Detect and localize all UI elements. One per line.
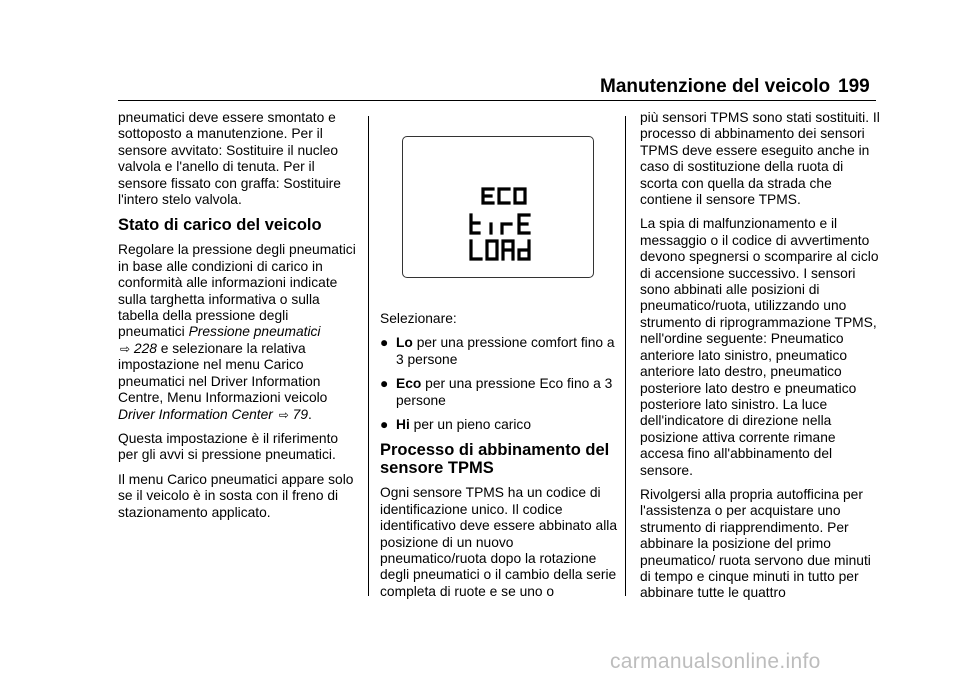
- paragraph: Rivolgersi alla propria autofficina per l'assistenza o per acquistare uno strumento di riapprendimento. Per abbinare la posizione del primo pneumatico/ ruota servono due minuti di tempo e cinque minuti in tutto per abbinare tutte le quattro: [640, 486, 871, 601]
- column-1: [118, 110, 358, 529]
- bullet-icon: ●: [380, 417, 389, 433]
- reference-arrow-icon: ⇨: [278, 407, 289, 422]
- reference-page-79[interactable]: 79: [292, 406, 308, 422]
- cross-reference-dic[interactable]: Driver Information Center: [118, 406, 273, 422]
- paragraph: La spia di malfunzionamento e il messaggio o il codice di avvertimento devono spegnersi o scomparire al ciclo di accensione successivo. I sensori sono abbinati alle posizioni di pneumatico/ruota, utilizzando uno strumento di riprogrammazione TPMS, nell'ordine seguente: Pneumatico anteriore lato sinistro, pneumatico anteriore lato destro, pneumatico posteriore lato destro e pneumatico posteriore lato sinistro. La luce dell'indicatore di direzione nella posizione attiva corrente rimane accesa fino all'abbinamento del sensore.: [640, 216, 879, 478]
- cross-reference-pressione[interactable]: Pressione pneumatici: [188, 324, 321, 340]
- option-description: per una pressione Eco fino a 3 persone: [396, 376, 613, 408]
- reference-page-228[interactable]: 228: [133, 340, 157, 356]
- heading-tpms-matching: Processo di abbinamento del sensore TPMS: [380, 441, 610, 478]
- paragraph: più sensori TPMS sono stati sostituiti. Il processo di abbinamento dei sensori TPMS deve essere eseguito anche in caso di sostituzione della ruota di scorta con quella da strada che contiene il sensore TPMS.: [640, 110, 880, 208]
- page-number: 199: [838, 76, 870, 97]
- list-item: [380, 376, 618, 409]
- list-item: [380, 335, 618, 368]
- display-line-load: [471, 241, 529, 259]
- option-term: Eco: [396, 376, 422, 392]
- paragraph: Il menu Carico pneumatici appare solo se il veicolo è in sosta con il freno di stazionamento applicato.: [118, 471, 354, 520]
- option-term: Lo: [396, 335, 413, 351]
- option-description: per un pieno carico: [413, 417, 532, 433]
- tire-load-display-illustration: [402, 136, 594, 278]
- bullet-icon: ●: [380, 376, 389, 392]
- option-term: Hi: [396, 417, 410, 433]
- paragraph: pneumatici deve essere smontato e sottoposto a manutenzione. Per il sensore avvitato: Sostituire il nucleo valvola e l'anello di tenuta. Per il sensore fissato con graffa: Sostituire l'intero stelo valvola.: [118, 110, 341, 208]
- section-title: Manutenzione del veicolo: [600, 76, 831, 97]
- text: e selezionare la relativa impostazione nel menu Carico pneumatici nel Driver Information Centre, Menu Informazioni veicolo: [118, 340, 328, 406]
- paragraph: Regolare la pressione degli pneumatici in base alle condizioni di carico in conformità alle informazioni indicate sulla targhetta informativa o sulla tabella della pressione degli pneumatici Pressione pneumatici ⇨ 228 e selezionare la relativa impostazione nel menu Carico pneumatici nel Driver Information Centre, Menu Informazioni veicolo Driver Information Center ⇨ 79.: [118, 242, 356, 422]
- select-label: Selezionare:: [380, 311, 457, 326]
- paragraph: Ogni sensore TPMS ha un codice di identificazione unico. Il codice identificativo deve essere abbinato alla posizione di un nuovo pneumatico/ruota dopo la rotazione degli pneumatici o il cambio della serie completa di ruote e se uno o: [380, 485, 617, 599]
- reference-arrow-icon: ⇨: [120, 341, 131, 356]
- display-line-tire: [471, 215, 529, 233]
- bullet-icon: ●: [380, 335, 389, 351]
- heading-load-state: Stato di carico del veicolo: [118, 216, 322, 235]
- column-2: [380, 311, 618, 608]
- text: Regolare la pressione degli pneumatici in base alle condizioni di carico in conformità alle informazioni indicate sulla targhetta informativa o sulla tabella della pressione degli pneumatici: [118, 242, 356, 340]
- watermark: carmanualsonline.info: [610, 650, 821, 673]
- column-divider-1: [368, 116, 369, 596]
- column-3: [640, 110, 880, 610]
- list-item: [380, 417, 618, 433]
- option-description: per una pressione comfort fino a 3 persone: [396, 335, 615, 367]
- display-line-eco: [483, 189, 525, 203]
- paragraph: Questa impostazione è il riferimento per gli avvi si pressione pneumatici.: [118, 430, 339, 463]
- header-divider: [118, 100, 876, 101]
- column-divider-2: [625, 116, 626, 596]
